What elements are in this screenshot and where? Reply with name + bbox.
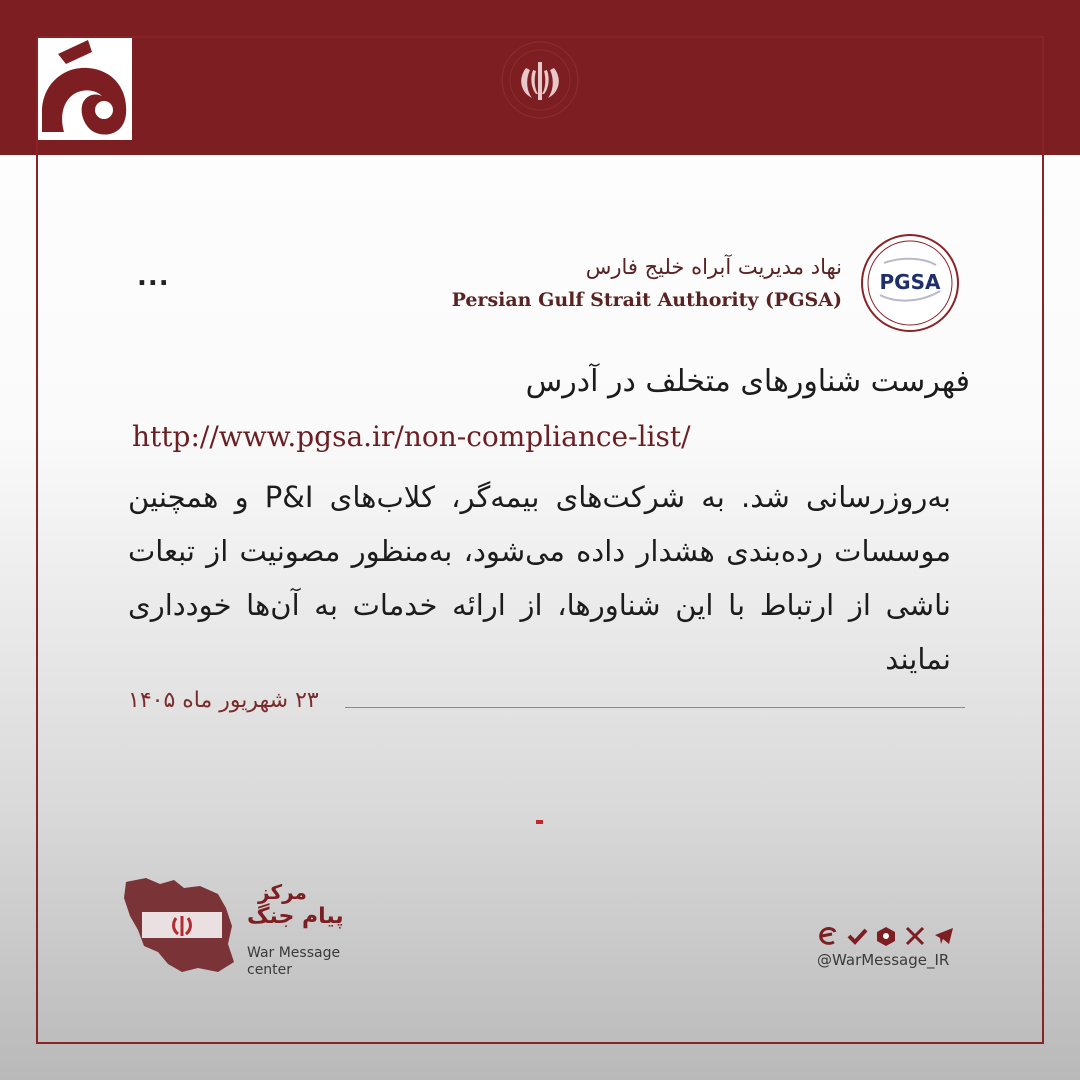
brand-name-fa-line2: پیام جنگ <box>247 904 344 929</box>
brand-name-en-line2: center <box>247 962 293 978</box>
more-options-button[interactable]: ... <box>137 262 170 292</box>
iran-map-icon <box>122 872 240 978</box>
social-links <box>816 924 956 948</box>
non-compliance-list-link[interactable]: http://www.pgsa.ir/non-compliance-list/ <box>132 420 691 453</box>
eitaa-icon[interactable] <box>816 924 840 948</box>
post-body: به‌روزرسانی شد. به شرکت‌های بیمه‌گر، کلاب‌های P&I و همچنین موسسات رده‌بندی هشدار داده می‌شود، به‌منظور مصونیت از تبعات ناشی از ارتباط با این شناورها، از ارائه خدمات به آن‌ها خودداری نمایند <box>128 480 951 676</box>
social-handle[interactable]: @WarMessage_IR <box>817 951 950 969</box>
date-divider <box>345 707 965 708</box>
check-icon[interactable] <box>845 924 869 948</box>
brand-name-fa-line1: مرکز <box>258 880 307 904</box>
post-title: فهرست شناورهای متخلف در آدرس <box>525 364 970 399</box>
x-icon[interactable] <box>903 924 927 948</box>
pgsa-logo-icon <box>860 233 960 333</box>
pgsa-badge-text: PGSA <box>879 270 941 294</box>
telegram-icon[interactable] <box>932 924 956 948</box>
post-date: ۲۳ شهریور ماه ۱۴۰۵ <box>128 688 319 713</box>
accent-dash <box>536 820 543 824</box>
rubika-icon[interactable] <box>874 924 898 948</box>
org-name-en: Persian Gulf Strait Authority (PGSA) <box>451 289 842 311</box>
brand-name-en-line1: War Message <box>247 945 341 961</box>
org-name-fa: نهاد مدیریت آبراه خلیج فارس <box>585 255 842 279</box>
